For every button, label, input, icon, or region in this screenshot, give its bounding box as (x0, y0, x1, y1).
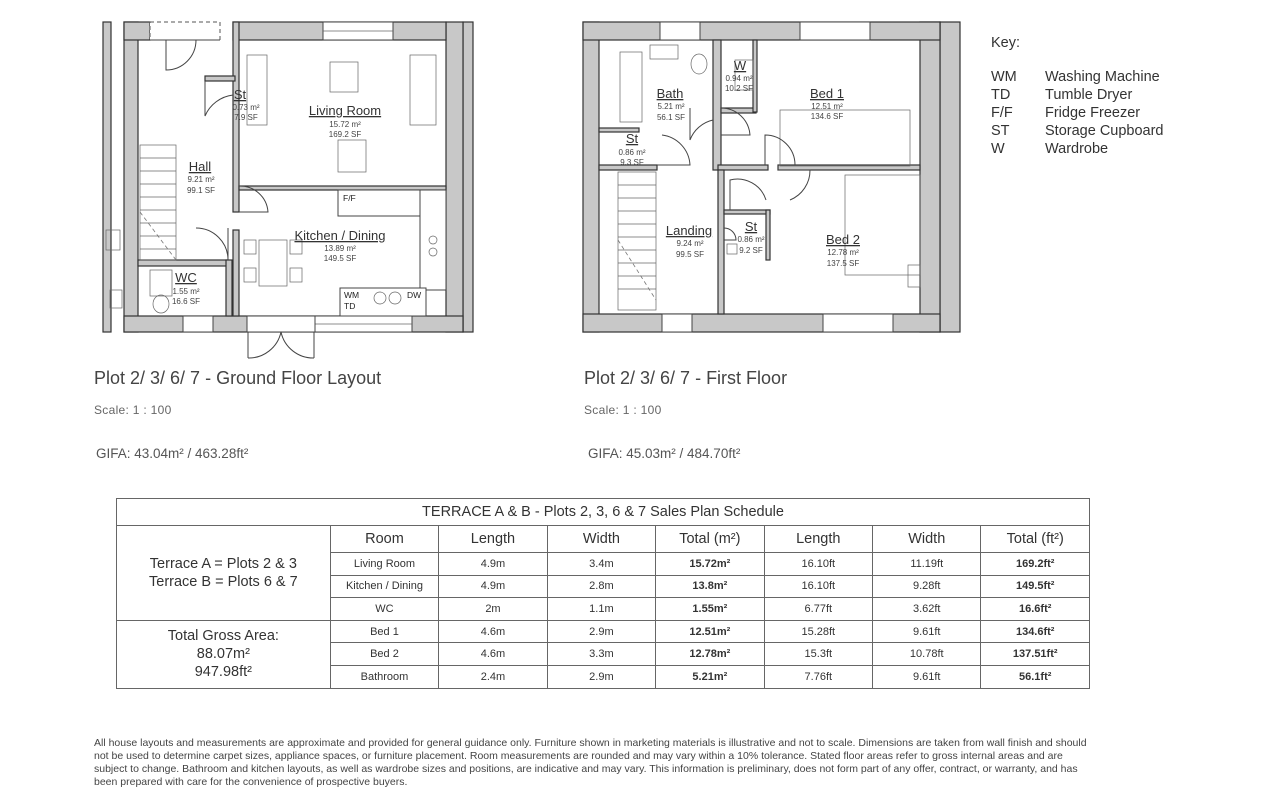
key-item (991, 87, 1164, 105)
disclaimer-text: All house layouts and measurements are approximate and provided for general guidance only. Furniture shown in marketing materials is illustrative and not to scale. Dimensions are taken from wall finish and should not be used to determine carpet sizes, appliance spaces, or furniture placement. Room measurements are rounded and may vary within a 10% tolerance. Stated floor areas refer to gross internal areas and are subject to change. Bathroom and kitchen layouts, as well as wardrobe sizes and positions, are indicative and may vary. This information is preliminary, does not form part of any offer, contract, or warranty, and has been prepared with care for the convenience of prospective buyers. (94, 737, 1087, 788)
ff-bath-sf: 56.1 SF (656, 113, 686, 122)
key-abbr: ST (991, 123, 1010, 139)
ff-bath-m2: 5.21 m² (657, 102, 685, 111)
cell-room: Kitchen / Dining (330, 575, 439, 598)
cell-total: 13.8m² (656, 575, 764, 598)
cell: 9.28ft (873, 575, 981, 598)
tag-dw: DW (407, 290, 422, 300)
gf-hall-name: Hall (188, 159, 212, 174)
gf-hall-m2: 9.21 m² (187, 175, 215, 184)
cell-room: Bed 2 (330, 643, 439, 666)
gf-hall-sf: 99.1 SF (186, 186, 216, 195)
key-label: Storage Cupboard (1045, 123, 1164, 139)
total-gross-area (117, 620, 331, 688)
key-item (991, 105, 1164, 123)
ff-bed1-sf: 134.6 SF (810, 112, 844, 121)
ff-landing-m2: 9.24 m² (676, 239, 704, 248)
cell: 3.4m (547, 553, 655, 576)
ff-st1-name: St (625, 131, 639, 146)
col-header: Length (439, 526, 547, 553)
key-label: Fridge Freezer (1045, 105, 1141, 121)
ff-w-m2: 0.94 m² (725, 74, 753, 83)
col-header: Total (m²) (656, 526, 764, 553)
cell: 2m (439, 598, 547, 621)
ground-floor-plan (95, 15, 485, 365)
cell: 2.9m (547, 665, 655, 688)
cell: 10.78ft (873, 643, 981, 666)
cell: 4.6m (439, 643, 547, 666)
ff-w-sf: 10.2 SF (724, 84, 754, 93)
ff-bed2-m2: 12.78 m² (827, 248, 859, 257)
gf-st-name: St (233, 87, 247, 102)
schedule-caption: TERRACE A & B - Plots 2, 3, 6 & 7 Sales Plan Schedule (117, 499, 1090, 526)
cell-total: 15.72m² (656, 553, 764, 576)
cell: 2.8m (547, 575, 655, 598)
cell: 2.4m (439, 665, 547, 688)
ff-st1-sf: 9.3 SF (620, 158, 644, 167)
cell-total: 12.78m² (656, 643, 764, 666)
ground-floor-title: Plot 2/ 3/ 6/ 7 - Ground Floor Layout (94, 368, 382, 388)
tag-ff: F/F (343, 193, 356, 203)
gf-st-m2: 0.73 m² (232, 103, 260, 112)
key-abbr: F/F (991, 105, 1013, 121)
cell: 3.3m (547, 643, 655, 666)
gf-kitchen-sf: 149.5 SF (323, 254, 357, 263)
gf-living-sf: 169.2 SF (328, 130, 362, 139)
cell: 11.19ft (873, 553, 981, 576)
key-abbr: WM (991, 69, 1017, 85)
terrace-b: Terrace B = Plots 6 & 7 (149, 573, 298, 590)
sales-plan-schedule-table (116, 498, 1090, 689)
cell-total: 149.5ft² (981, 575, 1090, 598)
col-header: Length (764, 526, 872, 553)
ff-st2-m2: 0.86 m² (737, 235, 765, 244)
ff-st2-name: St (744, 219, 758, 234)
key-heading: Key: (991, 35, 1021, 51)
first-floor-plan (575, 15, 965, 340)
col-header: Room (330, 526, 439, 553)
key-item (991, 141, 1164, 159)
cell: 7.76ft (764, 665, 872, 688)
cell: 15.28ft (764, 620, 872, 643)
cell: 9.61ft (873, 620, 981, 643)
cell: 4.9m (439, 575, 547, 598)
gf-wc-m2: 1.55 m² (172, 287, 200, 296)
gf-living-m2: 15.72 m² (329, 120, 361, 129)
ground-floor-gifa: GIFA: 43.04m² / 463.28ft² (96, 446, 249, 461)
cell-total: 1.55m² (656, 598, 764, 621)
key-abbr: TD (991, 87, 1011, 103)
ff-bed2-sf: 137.5 SF (826, 259, 860, 268)
cell-total: 12.51m² (656, 620, 764, 643)
gf-st-sf: 7.9 SF (234, 113, 258, 122)
total-label: Total Gross Area: (167, 628, 279, 645)
cell: 15.3ft (764, 643, 872, 666)
key-item (991, 69, 1164, 87)
cell-room: Bathroom (330, 665, 439, 688)
cell-total: 56.1ft² (981, 665, 1090, 688)
ff-bed2-name: Bed 2 (826, 232, 860, 247)
table-row (117, 620, 1090, 643)
tag-td: TD (344, 301, 356, 311)
tag-wm: WM (344, 290, 360, 300)
cell: 4.9m (439, 553, 547, 576)
cell: 16.10ft (764, 575, 872, 598)
col-header: Width (547, 526, 655, 553)
key-abbr: W (991, 141, 1005, 157)
gf-kitchen-name: Kitchen / Dining (294, 228, 386, 243)
cell: 6.77ft (764, 598, 872, 621)
col-header: Total (ft²) (981, 526, 1090, 553)
ff-bed1-name: Bed 1 (810, 86, 844, 101)
cell: 1.1m (547, 598, 655, 621)
key-label: Washing Machine (1045, 69, 1160, 85)
cell-room: Living Room (330, 553, 439, 576)
ff-st2-sf: 9.2 SF (739, 246, 763, 255)
ff-landing-sf: 99.5 SF (675, 250, 705, 259)
ff-bed1-m2: 12.51 m² (811, 102, 843, 111)
cell-total: 16.6ft² (981, 598, 1090, 621)
legend-key (991, 35, 1164, 159)
gf-wc-name: WC (175, 270, 197, 285)
ff-bath-name: Bath (656, 86, 684, 101)
first-floor-scale: Scale: 1 : 100 (584, 403, 662, 417)
first-floor-gifa: GIFA: 45.03m² / 484.70ft² (588, 446, 741, 461)
cell: 9.61ft (873, 665, 981, 688)
cell: 2.9m (547, 620, 655, 643)
total-m2: 88.07m² (196, 646, 250, 663)
ff-w-name: W (733, 58, 747, 73)
cell: 3.62ft (873, 598, 981, 621)
gf-wc-sf: 16.6 SF (171, 297, 201, 306)
total-ft2: 947.98ft² (194, 664, 252, 681)
gf-living-name: Living Room (308, 103, 382, 118)
col-header: Width (873, 526, 981, 553)
cell-total: 137.51ft² (981, 643, 1090, 666)
key-label: Wardrobe (1045, 141, 1109, 157)
cell-room: WC (330, 598, 439, 621)
terrace-a: Terrace A = Plots 2 & 3 (149, 555, 297, 572)
terrace-info (117, 526, 331, 621)
cell-total: 5.21m² (656, 665, 764, 688)
cell-room: Bed 1 (330, 620, 439, 643)
first-floor-title: Plot 2/ 3/ 6/ 7 - First Floor (584, 368, 788, 388)
ff-st1-m2: 0.86 m² (618, 148, 646, 157)
ground-floor-scale: Scale: 1 : 100 (94, 403, 172, 417)
key-item (991, 123, 1164, 141)
cell-total: 134.6ft² (981, 620, 1090, 643)
key-label: Tumble Dryer (1045, 87, 1133, 103)
cell: 16.10ft (764, 553, 872, 576)
cell-total: 169.2ft² (981, 553, 1090, 576)
cell: 4.6m (439, 620, 547, 643)
ff-landing-name: Landing (665, 223, 713, 238)
gf-kitchen-m2: 13.89 m² (324, 244, 356, 253)
